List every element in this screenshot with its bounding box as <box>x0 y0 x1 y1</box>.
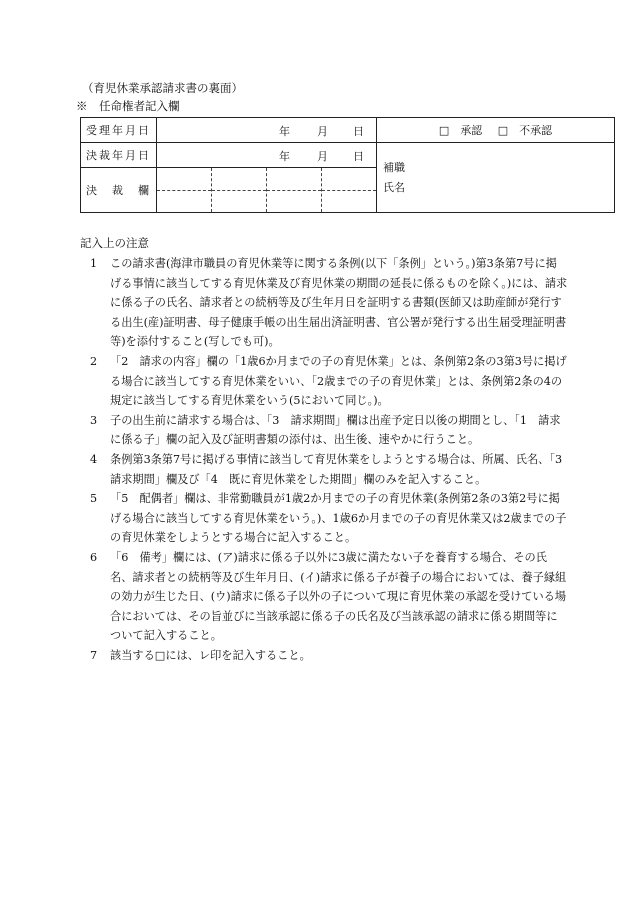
reject-checkbox[interactable]: □ 不承認 <box>497 124 553 137</box>
day-label: 日 <box>353 150 364 163</box>
approval-checkboxes <box>377 118 615 143</box>
note-item <box>90 254 568 352</box>
note-number: 4 <box>90 452 98 466</box>
note-number: 2 <box>90 354 98 368</box>
note-item <box>90 489 568 548</box>
note-number: 6 <box>90 550 98 564</box>
note-text: 「2 請求の内容」欄の「1歳6か月までの子の育児休業」とは、条例第2条の3第3号に掲げる場合に該当してする育児休業をいい、「2歳までの子の育児休業」とは、条例第2条の4の規定に該当してする育児休業をいう(5において同じ。)。 <box>110 354 567 408</box>
note-text: 該当する□には、レ印を記入すること。 <box>110 648 311 662</box>
approval-seal-area[interactable] <box>157 168 377 213</box>
page-caption: （育児休業承認請求書の裏面） <box>82 81 243 95</box>
note-item <box>90 646 568 666</box>
appointing-authority-table <box>80 117 615 213</box>
decision-date-field[interactable] <box>157 143 377 168</box>
note-number: 5 <box>90 492 98 506</box>
seal-box[interactable] <box>211 168 266 212</box>
note-number: 7 <box>90 648 98 662</box>
receipt-date-label: 受理年月日 <box>81 118 157 143</box>
approve-checkbox[interactable]: □ 承認 <box>438 124 483 137</box>
note-text: 「5 配偶者」欄は、非常勤職員が1歳2か月までの子の育児休業(条例第2条の3第2号に掲げる場合に該当してする育児休業をいう。)、1歳6か月までの子の育児休業又は2歳までの子の育児休業をしようとする場合に記入すること。 <box>110 492 567 545</box>
month-label: 月 <box>317 150 328 163</box>
year-label: 年 <box>279 125 290 138</box>
note-number: 1 <box>90 257 98 270</box>
note-text: 「6 備考」欄には、(ア)請求に係る子以外に3歳に満たない子を養育する場合、その氏名、請求者との続柄等及び生年月日、(イ)請求に係る子が養子の場合においては、養子縁組の効力が生じた日、(ウ)請求に係る子以外の子について現に育児休業の承認を受けている場合においては、その旨並びに当該承認に係る子の氏名及び当該承認の請求に係る期間等について記入すること。 <box>110 550 567 643</box>
receipt-date-field[interactable] <box>157 118 377 143</box>
approval-column-label: 決 裁 欄 <box>81 168 157 213</box>
seal-box[interactable] <box>266 168 321 212</box>
note-text: この請求書(海津市職員の育児休業等に関する条例(以下「条例」という。)第3条第7号に掲げる事情に該当してする育児休業及び育児休業の期間の延長に係るものを除く。)には、請求に係る子の氏名、請求者との続柄等及び生年月日を証明する書類(医師又は助産師が発行する出生(産)証明書、母子健康手帳の出生届出済証明書、官公署が発行する出生届受理証明書等)を添付すること(写しでも可)。 <box>110 257 568 349</box>
assistant-name-cell[interactable] <box>377 143 615 213</box>
month-label: 月 <box>317 125 328 138</box>
note-item <box>90 411 568 450</box>
seal-box[interactable] <box>321 168 376 212</box>
section-title: ※ 任命権者記入欄 <box>76 99 180 113</box>
assistant-label: 補職 <box>383 160 405 174</box>
note-text: 条例第3条第7号に掲げる事情に該当して育児休業をしようとする場合は、所属、氏名、「3 請求期間」欄及び「4 既に育児休業をした期間」欄のみを記入すること。 <box>110 452 574 486</box>
note-item <box>90 352 568 411</box>
day-label: 日 <box>353 125 364 138</box>
notes-title: 記入上の注意 <box>80 236 149 250</box>
decision-date-label: 決裁年月日 <box>81 143 157 168</box>
notes-list <box>90 254 574 665</box>
note-item <box>90 450 574 489</box>
note-number: 3 <box>90 413 98 427</box>
seal-box[interactable] <box>157 168 211 212</box>
year-label: 年 <box>279 150 290 163</box>
name-label: 氏名 <box>383 180 405 194</box>
note-item <box>90 548 568 646</box>
note-text: 子の出生前に請求する場合は、「3 請求期間」欄は出産予定日以後の期間とし、「1 請求に係る子」欄の記入及び証明書類の添付は、出生後、速やかに行うこと。 <box>110 413 561 447</box>
